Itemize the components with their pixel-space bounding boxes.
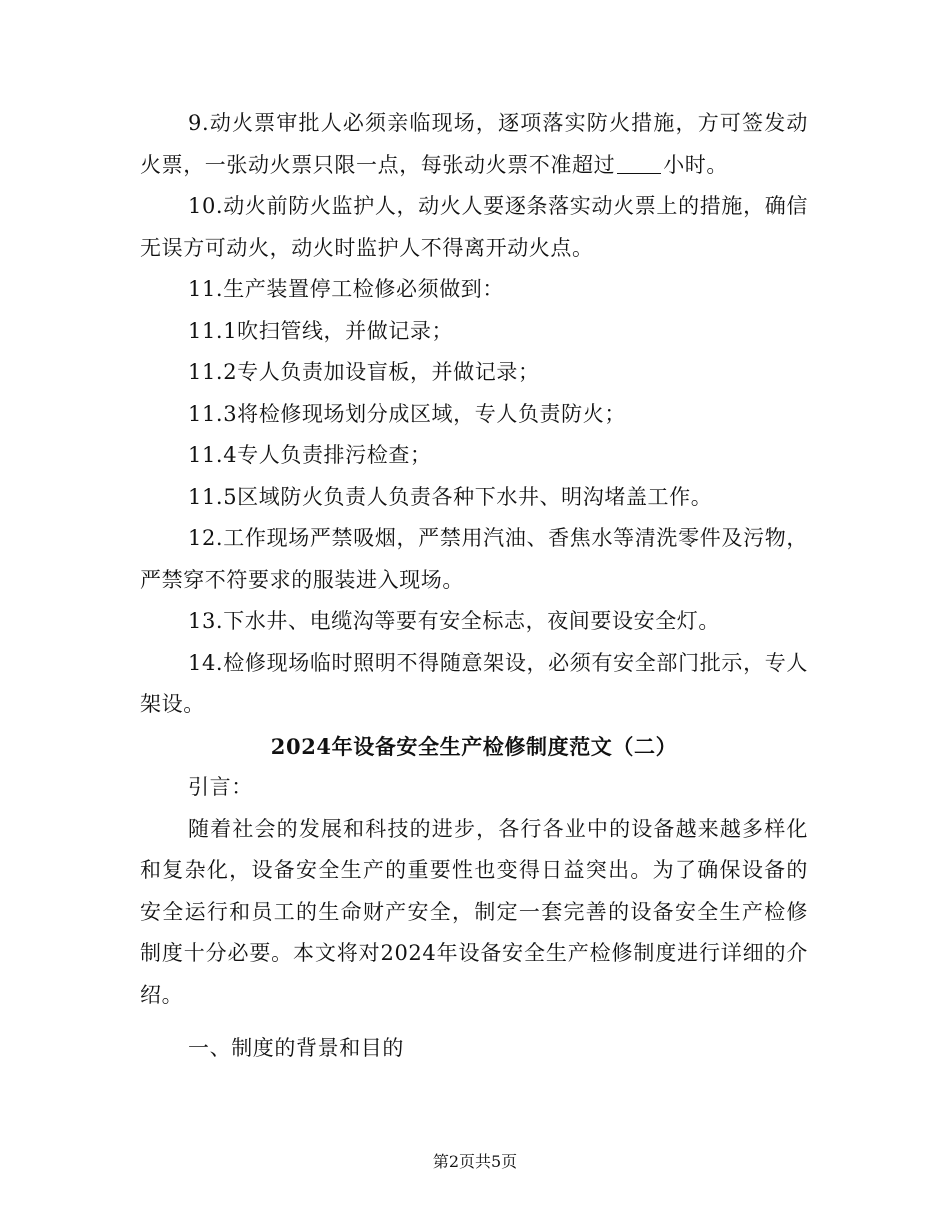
paragraph-text: 9.动火票审批人必须亲临现场，逐项落实防火措施，方可签发动火票，一张动火票只限一点，每张动火票不准超过 bbox=[140, 111, 808, 177]
paragraph-item-11-1: 11.1吹扫管线，并做记录； bbox=[188, 318, 454, 343]
paragraph-text: 小时。 bbox=[663, 152, 729, 177]
paragraph-item-11-5: 11.5区域防火负责人负责各种下水井、明沟堵盖工作。 bbox=[188, 484, 713, 509]
intro-label: 引言： bbox=[188, 775, 253, 799]
paragraph-item-12: 12.工作现场严禁吸烟，严禁用汽油、香焦水等清洗零件及污物，严禁穿不符要求的服装进入现场。 bbox=[140, 526, 808, 592]
paragraph-item-14: 14.检修现场临时照明不得随意架设，必须有安全部门批示，专人架设。 bbox=[140, 650, 808, 716]
page-indicator: 第2页共5页 bbox=[432, 1152, 518, 1171]
paragraph-item-11: 11.生产装置停工检修必须做到： bbox=[188, 277, 504, 301]
subheading: 一、制度的背景和目的 bbox=[188, 1036, 404, 1060]
paragraph-item-11-4: 11.4专人负责排污检查； bbox=[188, 443, 432, 467]
document-body bbox=[140, 103, 808, 1070]
fill-in-blank bbox=[617, 153, 661, 174]
section-title: 2024年设备安全生产检修制度范文（二） bbox=[270, 733, 678, 759]
paragraph-item-11-2: 11.2专人负责加设盲板，并做记录； bbox=[188, 360, 540, 384]
paragraph-item-11-3: 11.3将检修现场划分成区域，专人负责防火； bbox=[188, 401, 626, 426]
paragraph-item-9 bbox=[140, 103, 808, 186]
paragraph-item-13: 13.下水井、电缆沟等要有安全标志，夜间要设安全灯。 bbox=[188, 609, 720, 633]
intro-paragraph: 随着社会的发展和科技的进步，各行各业中的设备越来越多样化和复杂化，设备安全生产的重要性也变得日益突出。为了确保设备的安全运行和员工的生命财产安全，制定一套完善的设备安全生产检修制度十分必要。本文将对2024年设备安全生产检修制度进行详细的介绍。 bbox=[140, 816, 808, 1007]
paragraph-item-10: 10.动火前防火监护人，动火人要逐条落实动火票上的措施，确信无误方可动火，动火时监护人不得离开动火点。 bbox=[140, 194, 808, 260]
